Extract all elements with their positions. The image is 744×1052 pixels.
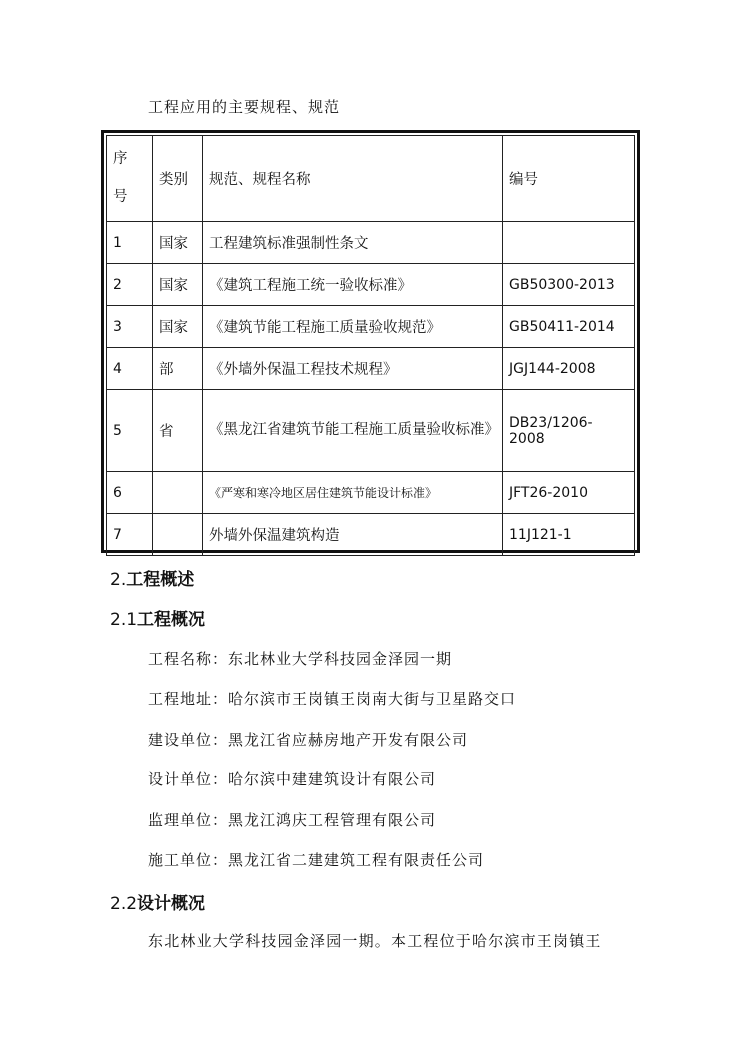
row-code: JFT26-2010: [503, 472, 635, 514]
row-name: 《外墙外保温工程技术规程》: [203, 348, 503, 390]
row-name: 《建筑节能工程施工质量验收规范》: [203, 306, 503, 348]
project-address-line: 工程地址：哈尔滨市王岗镇王岗南大街与卫星路交口: [148, 690, 517, 708]
contractor-line: 施工单位：黑龙江省二建建筑工程有限责任公司: [148, 851, 485, 869]
supervisor-line: 监理单位：黑龙江鸿庆工程管理有限公司: [148, 811, 437, 829]
row-seq: 7: [107, 514, 153, 556]
table-row: [107, 514, 635, 556]
section-heading-2-1: 2.1工程概况: [110, 610, 206, 630]
table-row: [107, 390, 635, 472]
row-code: GB50300-2013: [503, 264, 635, 306]
designer-line: 设计单位：哈尔滨中建建筑设计有限公司: [148, 770, 437, 788]
row-seq: 3: [107, 306, 153, 348]
row-code: 11J121-1: [503, 514, 635, 556]
row-code: GB50411-2014: [503, 306, 635, 348]
design-overview-paragraph: 东北林业大学科技园金泽园一期。本工程位于哈尔滨市王岗镇王: [148, 932, 602, 950]
table-row: [107, 348, 635, 390]
row-category: 国家: [153, 264, 203, 306]
row-seq: 5: [107, 390, 153, 472]
header-seq: 序 号: [107, 136, 153, 222]
project-name-line: 工程名称：东北林业大学科技园金泽园一期: [148, 650, 453, 668]
row-name: 《黑龙江省建筑节能工程施工质量验收标准》: [203, 390, 503, 472]
header-code: 编号: [503, 136, 635, 222]
row-name: 《建筑工程施工统一验收标准》: [203, 264, 503, 306]
table-row: [107, 306, 635, 348]
section-heading-2: 2.工程概述: [110, 570, 195, 590]
row-code: [503, 222, 635, 264]
table-header-row: [107, 136, 635, 222]
row-code: DB23/1206-2008: [503, 390, 635, 472]
section-heading-2-2: 2.2设计概况: [110, 894, 206, 914]
developer-line: 建设单位：黑龙江省应赫房地产开发有限公司: [148, 731, 469, 749]
row-name: 《严寒和寒冷地区居住建筑节能设计标准》: [203, 472, 503, 514]
row-seq: 2: [107, 264, 153, 306]
row-name: 工程建筑标准强制性条文: [203, 222, 503, 264]
table-row: [107, 222, 635, 264]
row-seq: 6: [107, 472, 153, 514]
row-name: 外墙外保温建筑构造: [203, 514, 503, 556]
row-category: 国家: [153, 306, 203, 348]
row-category: [153, 514, 203, 556]
header-name: 规范、规程名称: [203, 136, 503, 222]
table-intro: 工程应用的主要规程、规范: [148, 98, 341, 116]
row-category: 国家: [153, 222, 203, 264]
header-category: 类别: [153, 136, 203, 222]
row-seq: 4: [107, 348, 153, 390]
row-category: [153, 472, 203, 514]
row-seq: 1: [107, 222, 153, 264]
row-category: 部: [153, 348, 203, 390]
row-category: 省: [153, 390, 203, 472]
table-row: [107, 472, 635, 514]
table-row: [107, 264, 635, 306]
row-code: JGJ144-2008: [503, 348, 635, 390]
standards-table: [101, 130, 640, 553]
